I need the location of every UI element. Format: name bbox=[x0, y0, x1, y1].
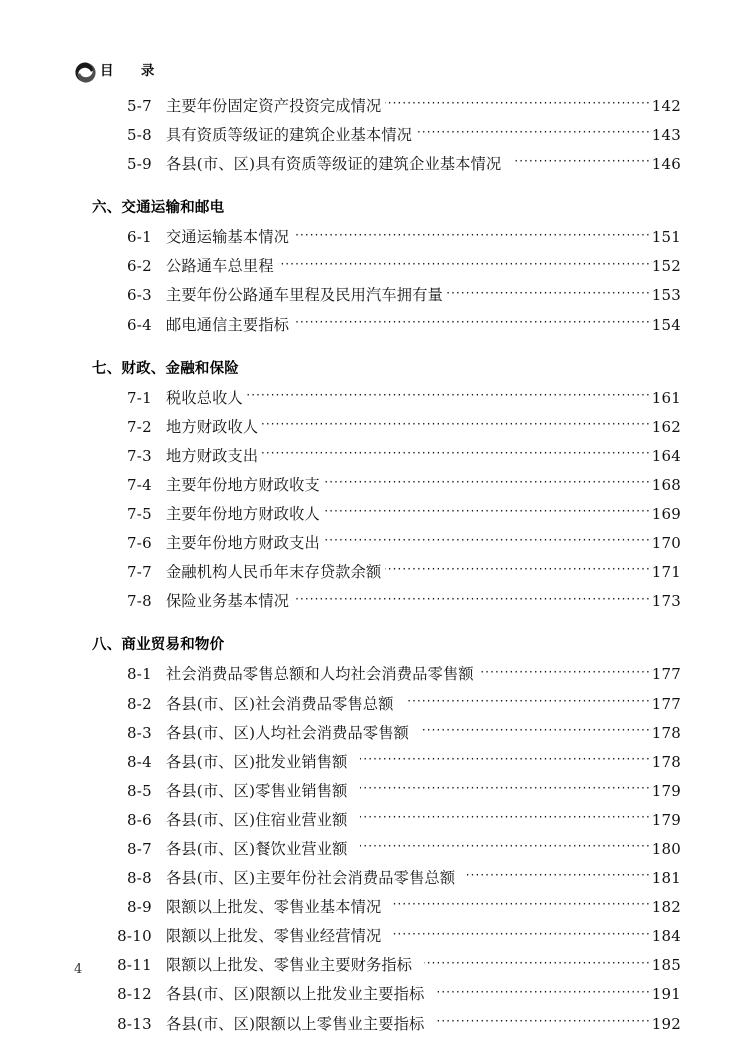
toc-entry[interactable] bbox=[0, 954, 755, 983]
toc-entry-page-number: 181 bbox=[651, 869, 681, 888]
toc-entry-number: 6-2 bbox=[126, 257, 152, 276]
toc-entry[interactable] bbox=[0, 983, 755, 1012]
toc-dot-leader bbox=[436, 983, 650, 999]
toc-entry[interactable] bbox=[0, 314, 755, 343]
running-head bbox=[74, 59, 160, 85]
toc-entry-number: 8-11 bbox=[117, 956, 152, 975]
toc-entry[interactable] bbox=[0, 474, 755, 503]
toc-entry-page-number: 179 bbox=[651, 781, 681, 800]
toc-entry-page-number: 161 bbox=[651, 388, 681, 407]
toc-entry-number: 6-4 bbox=[126, 315, 152, 334]
toc-entry-number: 8-7 bbox=[126, 839, 152, 858]
toc-entry-page-number: 184 bbox=[651, 927, 681, 946]
toc-entry-title: 各县(市、区)社会消费品零售总额 bbox=[166, 694, 394, 713]
toc-entry-page-number: 177 bbox=[651, 694, 681, 713]
toc-dot-leader bbox=[247, 387, 651, 403]
toc-entry-title: 保险业务基本情况 bbox=[166, 592, 290, 611]
toc-entry-title: 主要年份固定资产投资完成情况 bbox=[166, 97, 382, 115]
toc-entry-title: 各县(市、区)住宿业营业额 bbox=[166, 810, 348, 829]
toc-entry-number: 7-2 bbox=[126, 417, 152, 436]
toc-dot-leader bbox=[278, 255, 651, 271]
toc-entry-title: 公路通车总里程 bbox=[166, 257, 274, 276]
toc-entry-number: 8-13 bbox=[117, 1014, 152, 1033]
toc-section-heading: 六、交通运输和邮电 bbox=[92, 200, 225, 217]
toc-section-heading: 八、商业贸易和物价 bbox=[92, 637, 225, 654]
toc-dot-leader bbox=[324, 503, 651, 519]
toc-entry-title: 各县(市、区)主要年份社会消费品零售总额 bbox=[166, 869, 456, 888]
toc-entry-number: 5-9 bbox=[126, 155, 152, 174]
toc-entry-number: 6-1 bbox=[126, 228, 152, 247]
toc-dot-leader bbox=[421, 722, 651, 738]
toc-entry-number: 7-7 bbox=[126, 563, 152, 582]
toc-entry[interactable] bbox=[0, 809, 755, 838]
toc-entry-number: 8-8 bbox=[126, 869, 152, 888]
toc-dot-leader bbox=[393, 896, 650, 912]
toc-entry[interactable] bbox=[0, 532, 755, 561]
toc-entry[interactable] bbox=[0, 925, 755, 954]
toc-entry-number: 8-12 bbox=[117, 985, 152, 1004]
toc-entry-page-number: 182 bbox=[651, 898, 681, 917]
toc-entry-title: 各县(市、区)批发业销售额 bbox=[166, 752, 348, 771]
toc-dot-leader bbox=[324, 474, 651, 490]
toc-entry-title: 金融机构人民币年末存贷款余额 bbox=[166, 563, 382, 582]
toc-entry-number: 8-9 bbox=[126, 898, 152, 917]
toc-entry-page-number: 178 bbox=[651, 752, 681, 771]
toc-entry[interactable] bbox=[0, 590, 755, 619]
toc-entry-page-number: 170 bbox=[651, 534, 681, 553]
toc-entry-title: 限额以上批发、零售业基本情况 bbox=[166, 898, 382, 917]
toc-dot-leader bbox=[324, 532, 651, 548]
toc-entry-title: 邮电通信主要指标 bbox=[166, 315, 290, 334]
toc-entry-number: 8-4 bbox=[126, 752, 152, 771]
toc-entry-page-number: 142 bbox=[651, 97, 681, 115]
table-of-contents bbox=[0, 95, 755, 1042]
toc-dot-leader bbox=[406, 693, 651, 709]
toc-dot-leader bbox=[424, 954, 651, 970]
toc-dot-leader bbox=[360, 780, 651, 796]
toc-entry-page-number: 173 bbox=[651, 592, 681, 611]
toc-entry-page-number: 171 bbox=[651, 563, 681, 582]
toc-entry-page-number: 185 bbox=[651, 956, 681, 975]
toc-entry[interactable] bbox=[0, 722, 755, 751]
swirl-logo-icon bbox=[74, 61, 97, 84]
toc-entry[interactable] bbox=[0, 503, 755, 532]
toc-entry-page-number: 180 bbox=[651, 839, 681, 858]
toc-dot-leader bbox=[467, 867, 651, 883]
toc-entry-title: 主要年份地方财政收支 bbox=[166, 475, 320, 494]
toc-entry-page-number: 162 bbox=[651, 417, 681, 436]
toc-entry-title: 税收总收人 bbox=[166, 388, 243, 407]
toc-entry-page-number: 169 bbox=[651, 505, 681, 524]
toc-entry[interactable] bbox=[0, 780, 755, 809]
toc-entry-page-number: 191 bbox=[651, 985, 681, 1004]
toc-entry-number: 7-5 bbox=[126, 505, 152, 524]
toc-dot-leader bbox=[393, 925, 650, 941]
toc-dot-leader bbox=[262, 416, 650, 432]
toc-entry-page-number: 154 bbox=[651, 315, 681, 334]
toc-dot-leader bbox=[293, 314, 651, 330]
toc-dot-leader bbox=[478, 663, 651, 679]
page-folio: 4 bbox=[74, 962, 83, 977]
toc-entry-page-number: 143 bbox=[651, 126, 681, 145]
toc-entry[interactable] bbox=[0, 838, 755, 867]
toc-entry-title: 各县(市、区)人均社会消费品零售额 bbox=[166, 723, 410, 742]
toc-entry[interactable] bbox=[0, 693, 755, 722]
toc-dot-leader bbox=[293, 590, 651, 606]
toc-entry[interactable] bbox=[0, 445, 755, 474]
toc-entry-title: 主要年份公路通车里程及民用汽车拥有量 bbox=[166, 286, 443, 305]
toc-entry-title: 各县(市、区)限额以上批发业主要指标 bbox=[166, 985, 425, 1004]
toc-entry-number: 6-3 bbox=[126, 286, 152, 305]
toc-entry-title: 社会消费品零售总额和人均社会消费品零售额 bbox=[166, 665, 474, 684]
toc-entry-title: 各县(市、区)具有资质等级证的建筑企业基本情况 bbox=[166, 155, 502, 174]
toc-entry-title: 具有资质等级证的建筑企业基本情况 bbox=[166, 126, 413, 145]
toc-entry-title: 限额以上批发、零售业经营情况 bbox=[166, 927, 382, 946]
toc-dot-leader bbox=[436, 1013, 650, 1029]
toc-entry-number: 7-1 bbox=[126, 388, 152, 407]
toc-entry-page-number: 164 bbox=[651, 446, 681, 465]
toc-dot-leader bbox=[385, 561, 650, 577]
toc-entry-page-number: 192 bbox=[651, 1014, 681, 1033]
toc-entry[interactable] bbox=[0, 124, 755, 153]
toc-entry-title: 地方财政收人 bbox=[166, 417, 259, 436]
toc-dot-leader bbox=[385, 95, 650, 111]
toc-entry[interactable] bbox=[0, 867, 755, 896]
toc-entry[interactable] bbox=[0, 255, 755, 284]
toc-entry[interactable] bbox=[0, 226, 755, 255]
toc-dot-leader bbox=[360, 809, 651, 825]
toc-entry-title: 各县(市、区)限额以上零售业主要指标 bbox=[166, 1014, 425, 1033]
toc-entry-number: 8-1 bbox=[126, 665, 152, 684]
toc-entry-number: 5-8 bbox=[126, 126, 152, 145]
toc-entry-number: 8-2 bbox=[126, 694, 152, 713]
toc-entry[interactable] bbox=[0, 1013, 755, 1042]
toc-entry-title: 各县(市、区)餐饮业营业额 bbox=[166, 839, 348, 858]
toc-entry[interactable] bbox=[0, 896, 755, 925]
toc-entry-page-number: 178 bbox=[651, 723, 681, 742]
toc-entry-number: 7-8 bbox=[126, 592, 152, 611]
toc-entry[interactable] bbox=[0, 387, 755, 416]
toc-entry-number: 8-6 bbox=[126, 810, 152, 829]
toc-entry-title: 主要年份地方财政支出 bbox=[166, 534, 320, 553]
toc-entry-title: 限额以上批发、零售业主要财务指标 bbox=[166, 956, 413, 975]
toc-entry-title: 主要年份地方财政收人 bbox=[166, 505, 320, 524]
toc-dot-leader bbox=[447, 284, 651, 300]
toc-entry[interactable] bbox=[0, 284, 755, 313]
toc-entry-number: 5-7 bbox=[126, 97, 152, 115]
toc-entry[interactable] bbox=[0, 416, 755, 445]
toc-entry-number: 8-5 bbox=[126, 781, 152, 800]
toc-entry[interactable] bbox=[0, 153, 755, 182]
toc-dot-leader bbox=[262, 445, 650, 461]
toc-entry-page-number: 151 bbox=[651, 228, 681, 247]
toc-entry-number: 7-4 bbox=[126, 475, 152, 494]
toc-dot-leader bbox=[360, 838, 651, 854]
toc-dot-leader bbox=[416, 124, 651, 140]
toc-entry-page-number: 153 bbox=[651, 286, 681, 305]
toc-entry[interactable] bbox=[0, 95, 755, 124]
toc-dot-leader bbox=[513, 153, 650, 169]
toc-entry[interactable] bbox=[0, 663, 755, 692]
toc-entry-title: 地方财政支出 bbox=[166, 446, 259, 465]
toc-entry-page-number: 179 bbox=[651, 810, 681, 829]
running-head-title: 目 录 bbox=[100, 62, 161, 79]
toc-entry-title: 交通运输基本情况 bbox=[166, 228, 290, 247]
toc-entry-number: 7-3 bbox=[126, 446, 152, 465]
toc-entry-page-number: 152 bbox=[651, 257, 681, 276]
toc-entry[interactable] bbox=[0, 751, 755, 780]
toc-entry-number: 8-3 bbox=[126, 723, 152, 742]
toc-entry-page-number: 168 bbox=[651, 475, 681, 494]
toc-section-heading: 七、财政、金融和保险 bbox=[92, 360, 239, 377]
toc-entry-number: 7-6 bbox=[126, 534, 152, 553]
toc-entry-title: 各县(市、区)零售业销售额 bbox=[166, 781, 348, 800]
toc-entry-page-number: 177 bbox=[651, 665, 681, 684]
toc-dot-leader bbox=[293, 226, 651, 242]
toc-entry-number: 8-10 bbox=[117, 927, 152, 946]
toc-dot-leader bbox=[360, 751, 651, 767]
toc-entry-page-number: 146 bbox=[651, 155, 681, 174]
toc-entry[interactable] bbox=[0, 561, 755, 590]
